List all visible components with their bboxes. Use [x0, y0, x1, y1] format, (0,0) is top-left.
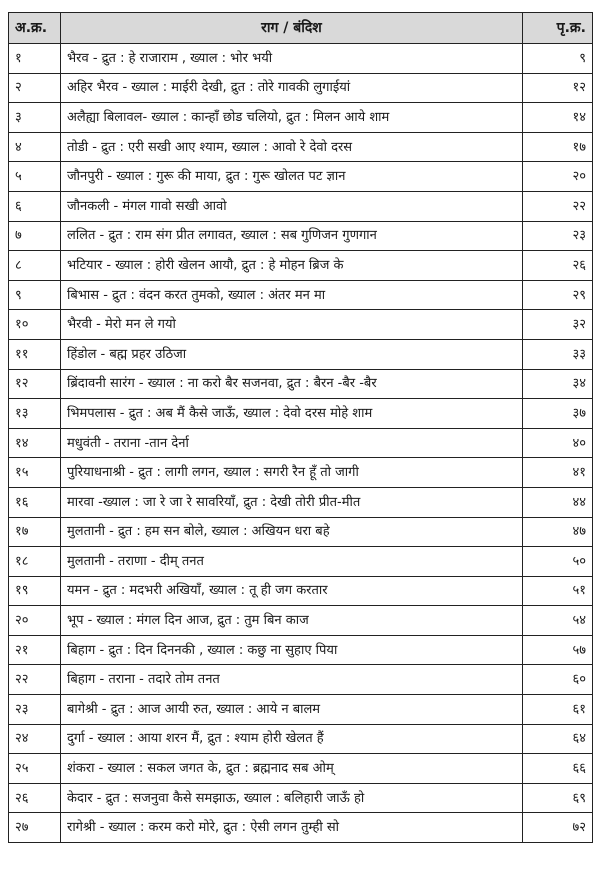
raag-bandish-cell: ललित - द्रुत : राम संग प्रीत लगावत, ख्याल : सब गुणिजन गुणगान — [61, 221, 523, 251]
raag-bandish-cell: केदार - द्रुत : सजनुवा कैसे समझाऊ, ख्याल : बलिहारी जाऊँ हो — [61, 783, 523, 813]
page-number-cell: ५० — [523, 547, 593, 577]
table-row — [9, 547, 593, 577]
page-number-cell: ६० — [523, 665, 593, 695]
page-number-cell: ६१ — [523, 695, 593, 725]
table-row — [9, 665, 593, 695]
table-header-row — [9, 13, 593, 44]
page-number-cell: ४४ — [523, 487, 593, 517]
raag-bandish-cell: अहिर भैरव - ख्याल : माईरी देखी, द्रुत : तोरे गावकी लुगाईयां — [61, 73, 523, 103]
table-row — [9, 339, 593, 369]
page-number-cell: ५७ — [523, 635, 593, 665]
serial-number-cell: ३ — [9, 103, 61, 133]
serial-number-cell: १८ — [9, 547, 61, 577]
serial-number-cell: १२ — [9, 369, 61, 399]
serial-number-cell: ८ — [9, 251, 61, 281]
table-row — [9, 310, 593, 340]
serial-number-cell: ९ — [9, 280, 61, 310]
contents-table — [8, 12, 593, 843]
page-number-cell: ४० — [523, 428, 593, 458]
table-row — [9, 576, 593, 606]
table-row — [9, 73, 593, 103]
serial-number-header: अ.क्र. — [9, 13, 61, 44]
table-row — [9, 280, 593, 310]
serial-number-cell: १६ — [9, 487, 61, 517]
table-row — [9, 458, 593, 488]
raag-bandish-cell: भैरवी - मेरो मन ले गयो — [61, 310, 523, 340]
table-row — [9, 813, 593, 843]
page-number-cell: ५१ — [523, 576, 593, 606]
raag-bandish-cell: बिहाग - तराना - तदारे तोम तनत — [61, 665, 523, 695]
serial-number-cell: २ — [9, 73, 61, 103]
raag-bandish-cell: रागेश्री - ख्याल : करम करो मोरे, द्रुत : ऐसी लगन तुम्ही सो — [61, 813, 523, 843]
raag-bandish-cell: यमन - द्रुत : मदभरी अखियाँ, ख्याल : तू ही जग करतार — [61, 576, 523, 606]
table-row — [9, 606, 593, 636]
page-number-cell: २३ — [523, 221, 593, 251]
serial-number-cell: २५ — [9, 754, 61, 784]
serial-number-cell: १४ — [9, 428, 61, 458]
serial-number-cell: २६ — [9, 783, 61, 813]
table-row — [9, 103, 593, 133]
raag-bandish-cell: मारवा -ख्याल : जा रे जा रे सावरियाँ, द्रुत : देखी तोरी प्रीत-मीत — [61, 487, 523, 517]
contents-table-body — [9, 44, 593, 843]
table-row — [9, 191, 593, 221]
table-row — [9, 754, 593, 784]
page-number-cell: ४७ — [523, 517, 593, 547]
table-row — [9, 221, 593, 251]
serial-number-cell: १३ — [9, 399, 61, 429]
serial-number-cell: ६ — [9, 191, 61, 221]
raag-bandish-cell: मधुवंती - तराना -तान देर्ना — [61, 428, 523, 458]
page-number-cell: ७२ — [523, 813, 593, 843]
page-number-cell: १७ — [523, 132, 593, 162]
raag-bandish-cell: मुलतानी - तराणा - दीम् तनत — [61, 547, 523, 577]
page-number-cell: ३२ — [523, 310, 593, 340]
serial-number-cell: २३ — [9, 695, 61, 725]
table-row — [9, 251, 593, 281]
page-number-cell: ६४ — [523, 724, 593, 754]
raag-bandish-cell: भैरव - द्रुत : हे राजाराम , ख्याल : भोर भयी — [61, 44, 523, 74]
serial-number-cell: २१ — [9, 635, 61, 665]
page-number-cell: २२ — [523, 191, 593, 221]
raag-bandish-cell: जौनकली - मंगल गावो सखी आवो — [61, 191, 523, 221]
table-row — [9, 635, 593, 665]
page-number-cell: ४१ — [523, 458, 593, 488]
raag-bandish-cell: दुर्गा - ख्याल : आया शरन मैं, द्रुत : श्याम होरी खेलत हैं — [61, 724, 523, 754]
serial-number-cell: ११ — [9, 339, 61, 369]
raag-bandish-cell: शंकरा - ख्याल : सकल जगत के, द्रुत : ब्रह्मनाद सब ओम् — [61, 754, 523, 784]
table-row — [9, 783, 593, 813]
raag-bandish-cell: जौनपुरी - ख्याल : गुरू की माया, द्रुत : गुरू खोलत पट ज्ञान — [61, 162, 523, 192]
table-row — [9, 428, 593, 458]
table-row — [9, 517, 593, 547]
page-number-cell: ३७ — [523, 399, 593, 429]
raag-bandish-cell: भटियार - ख्याल : होरी खेलन आयौ, द्रुत : हे मोहन ब्रिज के — [61, 251, 523, 281]
page-number-cell: ५४ — [523, 606, 593, 636]
table-row — [9, 724, 593, 754]
serial-number-cell: १७ — [9, 517, 61, 547]
table-row — [9, 399, 593, 429]
page-number-cell: २० — [523, 162, 593, 192]
raag-bandish-cell: भिमपलास - द्रुत : अब मैं कैसे जाऊँ, ख्याल : देवो दरस मोहे शाम — [61, 399, 523, 429]
raag-bandish-cell: हिंडोल - बह्म प्रहर उठिजा — [61, 339, 523, 369]
table-row — [9, 695, 593, 725]
serial-number-cell: ४ — [9, 132, 61, 162]
page-number-cell: ६६ — [523, 754, 593, 784]
raag-bandish-cell: बिभास - द्रुत : वंदन करत तुमको, ख्याल : अंतर मन मा — [61, 280, 523, 310]
raag-bandish-cell: मुलतानी - द्रुत : हम सन बोले, ख्याल : अखियन धरा बहे — [61, 517, 523, 547]
serial-number-cell: ५ — [9, 162, 61, 192]
page-number-cell: २६ — [523, 251, 593, 281]
table-row — [9, 132, 593, 162]
table-row — [9, 487, 593, 517]
raag-bandish-cell: भूप - ख्याल : मंगल दिन आज, द्रुत : तुम बिन काज — [61, 606, 523, 636]
serial-number-cell: १९ — [9, 576, 61, 606]
page-number-header: पृ.क्र. — [523, 13, 593, 44]
page-number-cell: ६९ — [523, 783, 593, 813]
raag-bandish-cell: अलैह्या बिलावल- ख्याल : कान्हाँ छोड चलियो, द्रुत : मिलन आये शाम — [61, 103, 523, 133]
serial-number-cell: २२ — [9, 665, 61, 695]
serial-number-cell: १० — [9, 310, 61, 340]
raag-bandish-cell: तोडी - द्रुत : एरी सखी आए श्याम, ख्याल : आवो रे देवो दरस — [61, 132, 523, 162]
page-number-cell: १४ — [523, 103, 593, 133]
raag-bandish-cell: बिहाग - द्रुत : दिन दिननकी , ख्याल : कछु ना सुहाए पिया — [61, 635, 523, 665]
table-row — [9, 162, 593, 192]
page-number-cell: ३३ — [523, 339, 593, 369]
table-row — [9, 44, 593, 74]
serial-number-cell: २० — [9, 606, 61, 636]
serial-number-cell: १ — [9, 44, 61, 74]
serial-number-cell: १५ — [9, 458, 61, 488]
page-number-cell: २९ — [523, 280, 593, 310]
raag-bandish-cell: बागेश्री - द्रुत : आज आयी रुत, ख्याल : आये न बालम — [61, 695, 523, 725]
raag-bandish-header: राग / बंदिश — [61, 13, 523, 44]
page-number-cell: ३४ — [523, 369, 593, 399]
serial-number-cell: २७ — [9, 813, 61, 843]
raag-bandish-cell: पुरियाधनाश्री - द्रुत : लागी लगन, ख्याल : सगरी रैन हूँ तो जागी — [61, 458, 523, 488]
serial-number-cell: २४ — [9, 724, 61, 754]
raag-bandish-cell: ब्रिंदावनी सारंग - ख्याल : ना करो बैर सजनवा, द्रुत : बैरन -बैर -बैर — [61, 369, 523, 399]
page-number-cell: ९ — [523, 44, 593, 74]
table-row — [9, 369, 593, 399]
serial-number-cell: ७ — [9, 221, 61, 251]
page-number-cell: १२ — [523, 73, 593, 103]
